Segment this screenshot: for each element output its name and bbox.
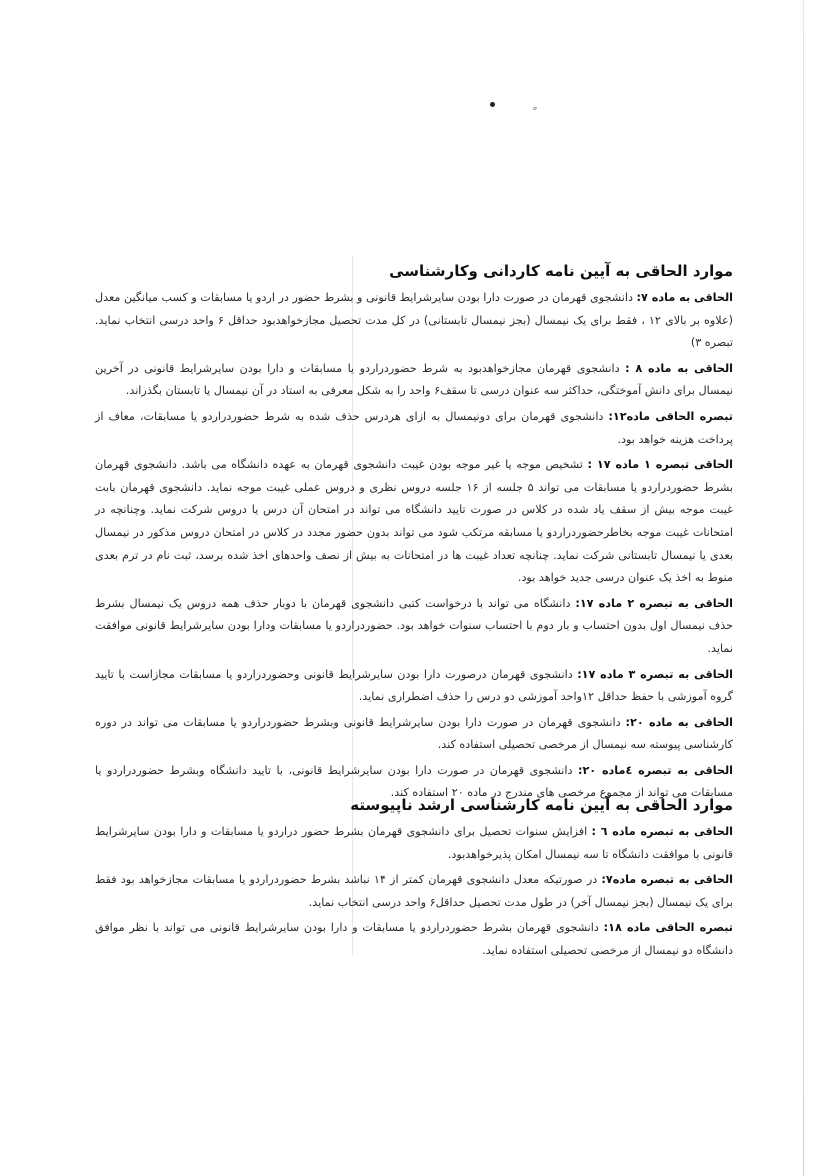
paragraph-label: الحاقی به تبصره ٤ماده ۲۰: bbox=[577, 763, 734, 777]
paragraph-label: الحاقی به ماده ۲۰: bbox=[625, 715, 733, 729]
paragraph bbox=[95, 454, 733, 590]
paragraph bbox=[95, 406, 733, 451]
paragraph-label: تبصره الحاقی ماده۱۲: bbox=[608, 409, 733, 423]
paragraph-label: الحاقی به تبصره ۳ ماده ۱۷: bbox=[577, 667, 733, 681]
paragraph-label: الحاقی به تبصره ماده ٦ : bbox=[591, 825, 733, 838]
paragraph bbox=[95, 712, 733, 757]
paragraph bbox=[95, 593, 733, 661]
scan-edge-line bbox=[803, 0, 804, 1176]
paragraph-label: الحاقی به تبصره ماده۷: bbox=[601, 873, 733, 887]
paragraph-text: افزایش سنوات تحصیل برای دانشجوی قهرمان بشرط حضور دراردو یا مسابقات و دارا بودن سایرشرایط قانونی با موافقت دانشگاه تا سه نیمسال امکان پذیرخواهدبود. bbox=[95, 825, 733, 861]
section-heading: موارد الحاقی به آیین نامه کاردانی وکارشناسی bbox=[389, 262, 733, 280]
paragraph-label: الحاقی به تبصره ۲ ماده ۱۷: bbox=[575, 596, 734, 610]
paragraph-text: دانشجوی قهرمان در صورت دارا بودن سایرشرایط قانونی و بشرط حضور در اردو یا مسابقات و کسب میانگین معدل (علاوه بر بالای ۱۲ ، فقط برای یک نیمسال (بجز نیمسال تابستانی) در کل مدت تحصیل مجازخواهدبود حداقل ۶ واحد درسی انتخاب نماید. تبصره ۳) bbox=[95, 291, 733, 350]
paragraph bbox=[95, 287, 733, 355]
paragraph-text: دانشجوی قهرمان در صورت دارا بودن سایرشرایط قانونی، با تایید دانشگاه وبشرط حضوردراردو یا مسابقات می تواند از مجموع مرخصی های مندرج در ماده ۲۰ استفاده کند. bbox=[95, 763, 733, 800]
paragraph-text: دانشجوی قهرمان مجازخواهدبود به شرط حضوردراردو یا مسابقات و دارا بودن سایرشرایط قانونی در آخرین نیمسال برای دانش آموختگی، حداکثر سه عنوان درسی تا سقف۶ واحد را به شکل معرفی به استاد در آن نیمسال یا تابستان بگذراند. bbox=[95, 361, 733, 398]
paragraph-label: الحاقی تبصره ۱ ماده ۱۷ : bbox=[587, 458, 734, 472]
paragraph-text: دانشجوی قهرمان برای دونیمسال به ازای هردرس حذف شده به شرط حضوردراردو یا مسابقات، معاف از پرداخت هزینه خواهد بود. bbox=[95, 409, 733, 446]
dot-mark-icon bbox=[490, 102, 495, 107]
paragraph-text: دانشگاه می تواند با درخواست کتبی دانشجوی قهرمان با دوبار حذف همه دروس یک نیمسال بشرط حذف نیمسال اول بدون احتساب و بار دوم با احتساب سنوات خواهد بود. حضوردراردو یا مسابقات ودارا بودن سایرشرایط قانونی موافقت نماید. bbox=[95, 596, 733, 655]
paragraph-text: در صورتیکه معدل دانشجوی قهرمان کمتر از ۱۴ نباشد بشرط حضوردراردو یا مسابقات مجازخواهد بود فقط برای یک نیمسال (بجز نیمسال آخر) در طول مدت تحصیل حداقل۶ واحد درسی انتخاب نماید. bbox=[95, 873, 733, 909]
section-heading: موارد الحاقی به آیین نامه کارشناسی ارشد ناپیوسته bbox=[350, 796, 733, 814]
paragraph-label: الحاقی به ماده ۷: bbox=[636, 291, 733, 304]
page-marks bbox=[480, 96, 550, 116]
section-bachelor-regulations bbox=[95, 262, 733, 808]
section-master-regulations bbox=[95, 796, 733, 966]
paragraph bbox=[95, 917, 733, 962]
paragraph-text: تشخیص موجه یا غیر موجه بودن غیبت دانشجوی قهرمان به عهده دانشگاه می باشد. دانشجوی قهرمان بشرط حضوردراردو یا مسابقات می تواند ۵ جلسه از ۱۶ جلسه دروس نظری و دروس عملی غیبت موجه نماید. دانشجوی قهرمان بابت غیبت موجه بیش از سقف یاد شده در کلاس در صورت تایید دانشگاه می تواند در امتحان آن درس یا دروس شرکت نماید. وچنانچه در امتحانات غیبت موجه بخاطرحضوردراردو یا مسابقه مرتکب شود می تواند بدون حضور مجدد در کلاس در امتحان دروس مذکور در نیمسال بعدی یا نیمسال تابستانی شرکت نماید. چنانچه تعداد غیبت ها در امتحانات به بیش از نصف واحدهای اخذ شده برسد، ثبت نام در ترم بعدی منوط به اخذ یک عنوان درسی جدید خواهد بود. bbox=[95, 458, 734, 585]
paragraph-label: تبصره الحاقی ماده ۱۸: bbox=[603, 921, 733, 935]
paragraph-text: دانشجوی قهرمان در صورت دارا بودن سایرشرایط قانونی وبشرط حضوردراردو یا مسابقات می تواند در دوره کارشناسی پیوسته سه نیمسال از مرخصی تحصیلی استفاده کند. bbox=[95, 715, 733, 752]
paragraph bbox=[95, 664, 733, 709]
paragraph-text: دانشجوی قهرمان درصورت دارا بودن سایرشرایط قانونی وحضوردراردو یا مسابقات مجازاست با تایید گروه آموزشی با حفظ حداقل ۱۲واحد آموزشی دو درس را حذف اضطراری نماید. bbox=[95, 667, 733, 704]
paragraph bbox=[95, 869, 733, 914]
paragraph-label: الحاقی به ماده ۸ : bbox=[625, 361, 734, 375]
paragraph-text: دانشجوی قهرمان بشرط حضوردراردو یا مسابقات و دارا بودن سایرشرایط قانونی می تواند با نظر موافق دانشگاه دو نیمسال از مرخصی تحصیلی استفاده نماید. bbox=[95, 921, 733, 957]
paragraph bbox=[95, 821, 733, 866]
paragraph bbox=[95, 358, 733, 403]
